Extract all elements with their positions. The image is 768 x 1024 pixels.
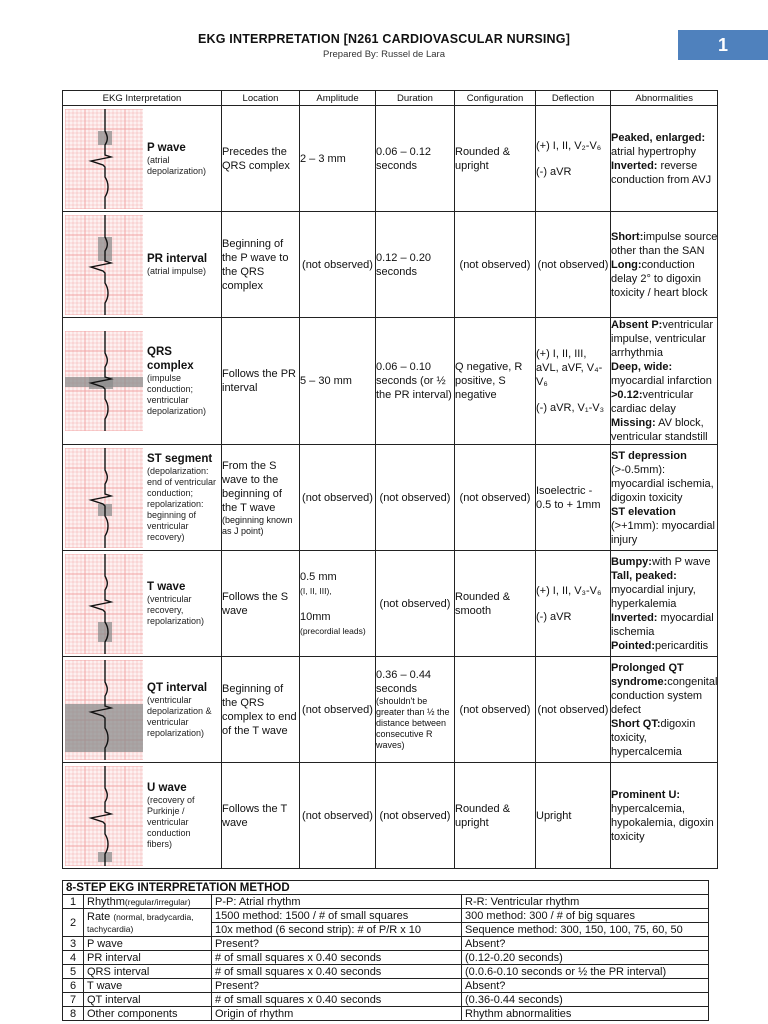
- deflection-positive: (+) I, II, V₂-V₆: [536, 139, 602, 152]
- abnormalities-cell: [611, 551, 718, 657]
- wave-cell: [63, 318, 222, 445]
- step-detail: Rhythm abnormalities: [462, 1007, 709, 1021]
- wave-highlight: [65, 704, 143, 752]
- duration-cell: 0.12 – 0.20 seconds: [376, 212, 455, 318]
- step-detail: R-R: Ventricular rhythm: [462, 895, 709, 909]
- ekg-strip-p-wave: [65, 109, 143, 209]
- step-name: PR interval: [84, 951, 212, 965]
- table-header-row: [63, 91, 718, 106]
- wave-name: PR interval: [147, 253, 208, 265]
- column-header: EKG Interpretation: [63, 91, 222, 106]
- abnormality-item: ST depression (>-0.5mm): myocardial ischemia, digoxin toxicity: [611, 449, 714, 504]
- page-header: [0, 30, 768, 70]
- location-cell: Beginning of the QRS complex to end of the T wave: [222, 657, 300, 763]
- ekg-interpretation-table: [62, 90, 718, 869]
- wave-description: (depolarization: end of ventricular conduction; repolarization: beginning of ventricular recovery): [147, 466, 217, 542]
- abnormality-item: Long:conduction delay 2° to digoxin toxicity / heart block: [611, 258, 708, 299]
- table-row: [63, 937, 709, 951]
- wave-description: (ventricular depolarization & ventricular repolarization): [147, 694, 212, 738]
- method-title: 8-STEP EKG INTERPRETATION METHOD: [63, 881, 709, 895]
- wave-name: ST segment: [147, 453, 213, 465]
- wave-description: (impulse conduction; ventricular depolarization): [147, 373, 207, 416]
- location-note: (beginning known as J point): [222, 514, 293, 536]
- abnormality-item: ST elevation (>+1mm): myocardial injury: [611, 505, 715, 546]
- step-detail: (0.0.6-0.10 seconds or ½ the PR interval): [462, 965, 709, 979]
- step-detail: Absent?: [462, 979, 709, 993]
- amplitude-precordial: 10mm: [300, 610, 331, 623]
- document-title: EKG INTERPRETATION [N261 CARDIOVASCULAR NURSING]: [197, 32, 571, 46]
- wave-cell: [63, 551, 222, 657]
- amplitude-limb: 0.5 mm: [300, 570, 337, 583]
- step-detail: Sequence method: 300, 150, 100, 75, 60, 50: [462, 923, 709, 937]
- ekg-strip-t-wave: [65, 554, 143, 654]
- step-number: 3: [63, 937, 84, 951]
- step-detail: Present?: [212, 979, 462, 993]
- table-row: [63, 993, 709, 1007]
- amplitude-cell: (not observed): [300, 763, 376, 869]
- step-detail: Origin of rhythm: [212, 1007, 462, 1021]
- location-cell: Precedes the QRS complex: [222, 106, 300, 212]
- abnormalities-cell: [611, 212, 718, 318]
- wave-description: (ventricular recovery, repolarization): [147, 594, 205, 626]
- abnormality-item: Pointed:pericarditis: [611, 639, 709, 652]
- wave-highlight: [98, 622, 112, 642]
- wave-cell: [63, 106, 222, 212]
- duration-cell: 0.06 – 0.10 seconds (or ½ the PR interval): [376, 318, 455, 445]
- table-row: [63, 965, 709, 979]
- column-header: Location: [222, 91, 300, 106]
- step-name: QRS interval: [84, 965, 212, 979]
- deflection-cell: Upright: [536, 763, 611, 869]
- abnormality-item: Bumpy:with P wave: [611, 555, 711, 568]
- duration-note: (shouldn't be greater than ½ the distance between consecutive R waves): [376, 696, 450, 750]
- configuration-cell: (not observed): [455, 445, 536, 551]
- ekg-strip-u-wave: [65, 766, 143, 866]
- step-detail: P-P: Atrial rhythm: [212, 895, 462, 909]
- step-number: 6: [63, 979, 84, 993]
- wave-cell: [63, 657, 222, 763]
- abnormality-item: Short:impulse source other than the SAN: [611, 230, 718, 257]
- step-detail: Present?: [212, 937, 462, 951]
- table-row: [63, 657, 718, 763]
- abnormality-item: Missing: AV block, ventricular standstill: [611, 417, 708, 443]
- location-cell: Follows the PR interval: [222, 318, 300, 445]
- duration-text: 0.36 – 0.44 seconds: [376, 669, 432, 695]
- deflection-cell: Isoelectric - 0.5 to + 1mm: [536, 445, 611, 551]
- abnormalities-cell: [611, 106, 718, 212]
- step-number: 7: [63, 993, 84, 1007]
- location-cell: [222, 445, 300, 551]
- amplitude-cell: [300, 551, 376, 657]
- abnormality-item: Absent P:ventricular impulse, ventricular arrhythmia: [611, 319, 714, 359]
- table-row: [63, 951, 709, 965]
- abnormality-item: Inverted: reverse conduction from AVJ: [611, 159, 712, 186]
- deflection-negative: (-) aVR: [536, 610, 572, 623]
- step-number: 8: [63, 1007, 84, 1021]
- step-number: 4: [63, 951, 84, 965]
- prepared-by: Prepared By: Russel de Lara: [323, 49, 445, 60]
- table-row: [63, 318, 718, 445]
- step-name: T wave: [84, 979, 212, 993]
- abnormality-item: >0.12:ventricular cardiac delay: [611, 389, 694, 415]
- table-row: [63, 1007, 709, 1021]
- page-number-badge: 1: [678, 30, 768, 60]
- step-detail: # of small squares x 0.40 seconds: [212, 965, 462, 979]
- table-row: [63, 979, 709, 993]
- location-cell: Beginning of the P wave to the QRS complex: [222, 212, 300, 318]
- step-name: P wave: [84, 937, 212, 951]
- configuration-cell: Rounded & upright: [455, 763, 536, 869]
- table-row: [63, 763, 718, 869]
- amplitude-cell: 2 – 3 mm: [300, 106, 376, 212]
- location-cell: Follows the T wave: [222, 763, 300, 869]
- deflection-cell: [536, 106, 611, 212]
- step-name: Rate (normal, bradycardia, tachycardia): [84, 909, 212, 937]
- wave-highlight: [98, 131, 112, 145]
- step-detail: 1500 method: 1500 / # of small squares: [212, 909, 462, 923]
- deflection-cell: [536, 551, 611, 657]
- step-number: 5: [63, 965, 84, 979]
- abnormality-item: Tall, peaked: myocardial injury, hyperkalemia: [611, 569, 696, 610]
- deflection-cell: [536, 318, 611, 445]
- abnormality-item: Prominent U: hypercalcemia, hypokalemia, digoxin toxicity: [611, 788, 714, 843]
- abnormality-item: Inverted: myocardial ischemia: [611, 611, 714, 638]
- configuration-cell: Q negative, R positive, S negative: [455, 318, 536, 445]
- configuration-cell: (not observed): [455, 657, 536, 763]
- deflection-positive: (+) I, II, III, aVL, aVF, V₄-V₆: [536, 348, 603, 388]
- deflection-negative: (-) aVR: [536, 165, 572, 178]
- ekg-strip-st-segment: [65, 448, 143, 548]
- abnormality-item: Prolonged QT syndrome:congenital conduction system defect: [611, 661, 718, 716]
- step-detail: (0.12-0.20 seconds): [462, 951, 709, 965]
- abnormalities-cell: [611, 657, 718, 763]
- wave-name: T wave: [147, 581, 186, 593]
- wave-description: (recovery of Purkinje / ventricular conduction fibers): [147, 795, 195, 849]
- wave-cell: [63, 763, 222, 869]
- abnormality-item: Peaked, enlarged: atrial hypertrophy: [611, 131, 706, 158]
- table-row: [63, 895, 709, 909]
- step-detail: 10x method (6 second strip): # of P/R x 10: [212, 923, 462, 937]
- table-row: [63, 909, 709, 923]
- column-header: Configuration: [455, 91, 536, 106]
- abnormalities-cell: [611, 318, 718, 445]
- abnormality-item: Short QT:digoxin toxicity, hypercalcemia: [611, 717, 696, 758]
- duration-cell: 0.06 – 0.12 seconds: [376, 106, 455, 212]
- step-detail: 300 method: 300 / # of big squares: [462, 909, 709, 923]
- wave-cell: [63, 212, 222, 318]
- wave-name: P wave: [147, 141, 186, 154]
- table-row: [63, 551, 718, 657]
- wave-name: QRS complex: [147, 346, 194, 372]
- wave-cell: [63, 445, 222, 551]
- step-number: 2: [63, 909, 84, 937]
- abnormalities-cell: [611, 445, 718, 551]
- abnormality-item: Deep, wide: myocardial infarction: [611, 361, 712, 387]
- ekg-strip-qrs-complex: [65, 331, 143, 431]
- wave-name: QT interval: [147, 681, 208, 694]
- duration-cell: (not observed): [376, 763, 455, 869]
- abnormalities-cell: [611, 763, 718, 869]
- wave-description: (atrial depolarization): [147, 154, 207, 176]
- duration-cell: [376, 657, 455, 763]
- step-name: Rhythm(regular/irregular): [84, 895, 212, 909]
- step-name: QT interval: [84, 993, 212, 1007]
- duration-cell: (not observed): [376, 551, 455, 657]
- eight-step-method-table: [62, 880, 709, 1021]
- deflection-positive: (+) I, II, V₃-V₆: [536, 584, 602, 597]
- step-detail: (0.36-0.44 seconds): [462, 993, 709, 1007]
- column-header: Duration: [376, 91, 455, 106]
- step-detail: # of small squares x 0.40 seconds: [212, 951, 462, 965]
- ekg-strip-qt-interval: [65, 660, 143, 760]
- amplitude-cell: 5 – 30 mm: [300, 318, 376, 445]
- amplitude-limb-note: (I, II, III),: [300, 585, 332, 596]
- wave-description: (atrial impulse): [147, 266, 207, 276]
- location-text: From the S wave to the beginning of the T wave: [222, 459, 282, 514]
- deflection-cell: (not observed): [536, 212, 611, 318]
- table-row: [63, 106, 718, 212]
- location-cell: Follows the S wave: [222, 551, 300, 657]
- amplitude-cell: (not observed): [300, 657, 376, 763]
- configuration-cell: Rounded & smooth: [455, 551, 536, 657]
- deflection-cell: (not observed): [536, 657, 611, 763]
- step-number: 1: [63, 895, 84, 909]
- amplitude-precordial-note: (precordial leads): [300, 625, 366, 636]
- duration-cell: (not observed): [376, 445, 455, 551]
- step-name: Other components: [84, 1007, 212, 1021]
- ekg-strip-pr-interval: [65, 215, 143, 315]
- column-header: Abnormalities: [611, 91, 718, 106]
- wave-name: U wave: [147, 782, 187, 794]
- configuration-cell: (not observed): [455, 212, 536, 318]
- amplitude-cell: (not observed): [300, 445, 376, 551]
- column-header: Amplitude: [300, 91, 376, 106]
- step-detail: Absent?: [462, 937, 709, 951]
- table-row: [63, 445, 718, 551]
- amplitude-cell: (not observed): [300, 212, 376, 318]
- method-title-row: [63, 881, 709, 895]
- deflection-negative: (-) aVR, V₁-V₃: [536, 402, 605, 414]
- step-detail: # of small squares x 0.40 seconds: [212, 993, 462, 1007]
- configuration-cell: Rounded & upright: [455, 106, 536, 212]
- table-row: [63, 212, 718, 318]
- column-header: Deflection: [536, 91, 611, 106]
